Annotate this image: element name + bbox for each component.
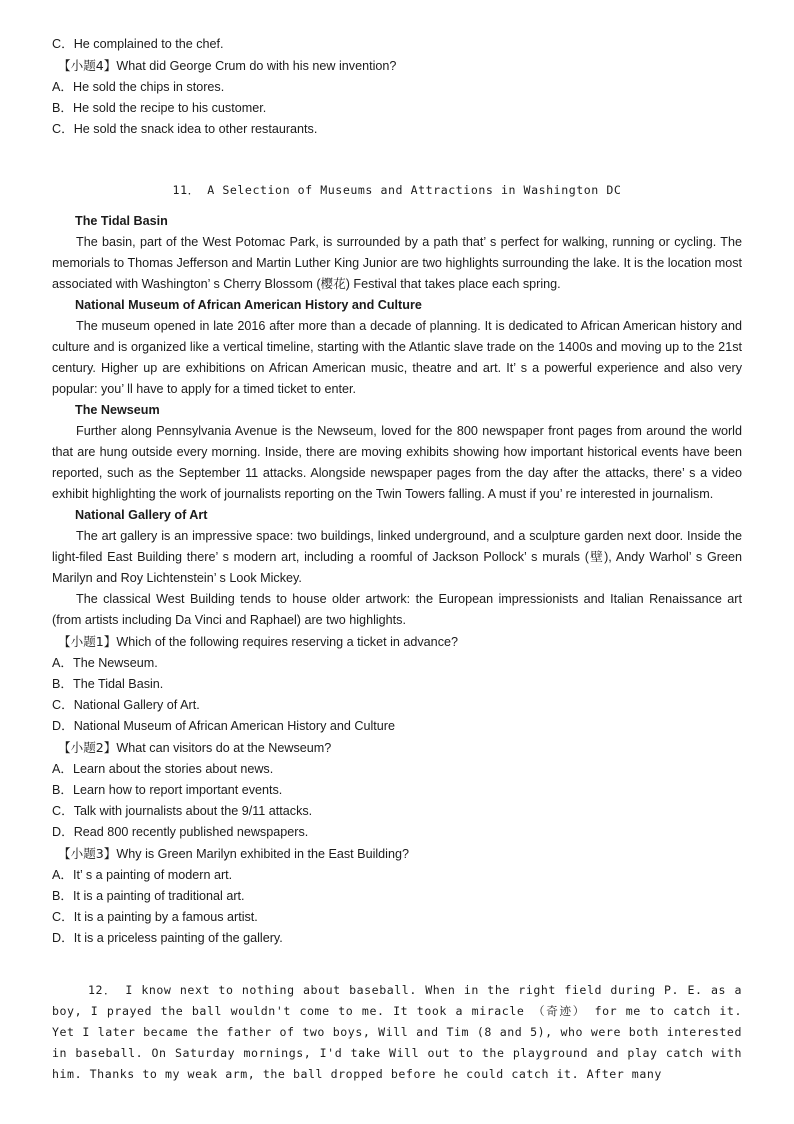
question-label: 【小题4】 xyxy=(58,58,117,73)
option-text: Talk with journalists about the 9/11 attacks. xyxy=(73,804,313,818)
option-line xyxy=(52,886,742,907)
option-marker: B． xyxy=(52,677,73,691)
section-paragraph: The classical West Building tends to house older artwork: the European impressionists and Italian Renaissance art (from artists including Da Vinci and Raphael) are two highlights. xyxy=(52,592,742,627)
option-text: National Museum of African American History and Culture xyxy=(73,719,395,733)
option-text: Learn about the stories about news. xyxy=(73,762,274,776)
option-text: It is a painting of traditional art. xyxy=(73,889,245,903)
passage-12-block xyxy=(52,980,742,1085)
option-marker: B． xyxy=(52,101,73,115)
page-content xyxy=(52,34,742,1085)
section-paragraph: The art gallery is an impressive space: two buildings, linked underground, and a sculpture garden next door. Inside the light-filed East Building there’ s modern art, including a roomful of Jackson Pollock’ s murals (壁), Andy Warhol’ s Green Marilyn and Roy Lichtenstein’ s Look Mickey. xyxy=(52,529,742,585)
option-text: He sold the snack idea to other restaurants. xyxy=(73,122,318,136)
question-stem xyxy=(52,843,742,865)
section-paragraph: Further along Pennsylvania Avenue is the Newseum, loved for the 800 newspaper front pages from around the world that are hung outside every morning. Inside, there are moving exhibits showing how important historical events have been reported, such as the September 11 attacks. Alongside newspaper pages from the day after the attacks, there’ s a video exhibit highlighting the work of journalists reporting on the Twin Towers falling. A must if you’ re interested in journalism. xyxy=(52,424,742,501)
passage-11-title: 11． A Selection of Museums and Attractions in Washington DC xyxy=(172,183,622,197)
option-text: National Gallery of Art. xyxy=(73,698,200,712)
option-text: The Tidal Basin. xyxy=(73,677,164,691)
question-text: What can visitors do at the Newseum? xyxy=(116,741,332,755)
option-marker: C． xyxy=(52,37,74,51)
option-line xyxy=(52,119,742,140)
option-marker: A． xyxy=(52,762,73,776)
option-marker: B． xyxy=(52,783,73,797)
question-text: What did George Crum do with his new invention? xyxy=(116,59,397,73)
option-line xyxy=(52,98,742,119)
option-marker: D． xyxy=(52,719,74,733)
option-text: He complained to the chef. xyxy=(73,37,224,51)
option-line xyxy=(52,801,742,822)
question-label: 【小题2】 xyxy=(58,740,117,755)
section-heading-newseum: The Newseum xyxy=(75,403,160,417)
option-marker: D． xyxy=(52,931,74,945)
option-line xyxy=(52,674,742,695)
top-fragment-block xyxy=(52,34,742,140)
option-line xyxy=(52,865,742,886)
option-line xyxy=(52,822,742,843)
option-line xyxy=(52,34,742,55)
option-text: It is a priceless painting of the gallery. xyxy=(73,931,283,945)
question-text: Why is Green Marilyn exhibited in the East Building? xyxy=(116,847,409,861)
block-gap xyxy=(52,949,742,970)
option-text: It is a painting by a famous artist. xyxy=(73,910,258,924)
option-line xyxy=(52,77,742,98)
section-heading-nmaahc: National Museum of African American History and Culture xyxy=(75,298,422,312)
question-label: 【小题1】 xyxy=(58,634,117,649)
question-stem xyxy=(52,631,742,653)
section-paragraph: The basin, part of the West Potomac Park, is surrounded by a path that’ s perfect for walking, running or cycling. The memorials to Thomas Jefferson and Martin Luther King Junior are two highlights surrounding the lake. It is the location most associated with Washington’ s Cherry Blossom (樱花) Festival that takes place each spring. xyxy=(52,235,742,291)
option-marker: A． xyxy=(52,868,73,882)
option-line xyxy=(52,780,742,801)
passage-12-paragraph: 12． I know next to nothing about baseball. When in the right field during P. E. as a boy, I prayed the ball wouldn't come to me. It took a miracle （奇迹） for me to catch it. Yet I later became the father of two boys, Will and Tim (8 and 5), who were both interested in baseball. On Saturday mornings, I'd take Will out to the playground and play catch with him. Thanks to my weak arm, the ball dropped before he could catch it. After many xyxy=(52,983,742,1081)
question-label: 【小题3】 xyxy=(58,846,117,861)
option-line xyxy=(52,907,742,928)
option-marker: A． xyxy=(52,80,73,94)
option-line xyxy=(52,695,742,716)
question-stem xyxy=(52,55,742,77)
option-marker: C． xyxy=(52,804,74,818)
option-text: He sold the recipe to his customer. xyxy=(73,101,267,115)
option-marker: A． xyxy=(52,656,73,670)
option-marker: C． xyxy=(52,910,74,924)
option-marker: B． xyxy=(52,889,73,903)
option-marker: C． xyxy=(52,122,74,136)
section-paragraph: The museum opened in late 2016 after more than a decade of planning. It is dedicated to African American history and culture and is organized like a vertical timeline, starting with the Atlantic slave trade on the 1400s and moving up to the 21st century. Higher up are exhibitions on African American music, theatre and art. It’ s a powerful experience and also very popular: you’ ll have to apply for a timed ticket to enter. xyxy=(52,319,742,396)
title-gap xyxy=(52,201,742,211)
option-marker: C． xyxy=(52,698,74,712)
block-gap xyxy=(52,970,742,980)
option-marker: D． xyxy=(52,825,74,839)
option-line xyxy=(52,653,742,674)
option-text: It’ s a painting of modern art. xyxy=(73,868,233,882)
option-text: Read 800 recently published newspapers. xyxy=(73,825,309,839)
option-text: Learn how to report important events. xyxy=(73,783,283,797)
question-stem xyxy=(52,737,742,759)
section-heading-tidal-basin: The Tidal Basin xyxy=(75,214,168,228)
option-line xyxy=(52,759,742,780)
section-heading-national-gallery: National Gallery of Art xyxy=(75,508,208,522)
option-text: He sold the chips in stores. xyxy=(73,80,225,94)
option-line xyxy=(52,928,742,949)
option-text: The Newseum. xyxy=(73,656,158,670)
question-text: Which of the following requires reserving a ticket in advance? xyxy=(116,635,458,649)
option-line xyxy=(52,716,742,737)
passage-11-block xyxy=(52,180,742,949)
block-gap xyxy=(52,140,742,180)
